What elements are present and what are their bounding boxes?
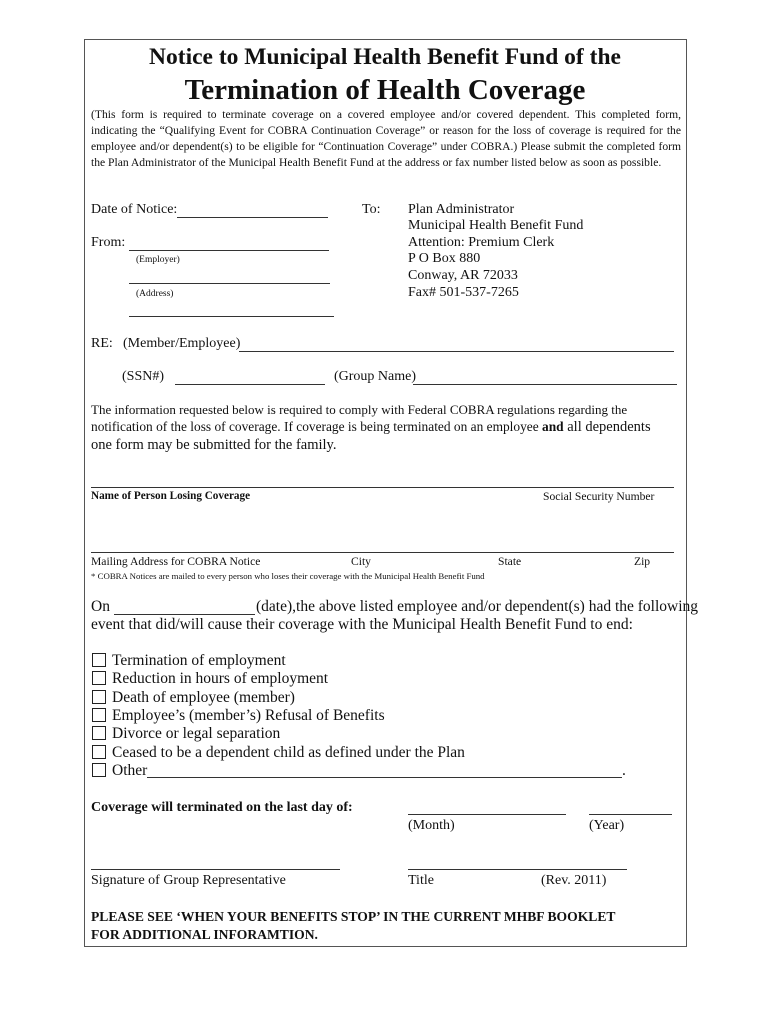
signature-field[interactable]: [91, 869, 340, 870]
form-title-line2: Termination of Health Coverage: [184, 74, 586, 106]
refusal-option-label: Employee’s (member’s) Refusal of Benefits: [112, 707, 385, 724]
death-checkbox[interactable]: [92, 690, 106, 704]
info-line-3: one form may be submitted for the family.: [91, 437, 337, 453]
revision-label: (Rev. 2011): [541, 873, 607, 888]
other-reason-field[interactable]: [147, 777, 622, 778]
group-name-field[interactable]: [413, 384, 677, 385]
title-label: Title: [408, 873, 434, 888]
footer-line-2: FOR ADDITIONAL INFORAMTION.: [91, 927, 318, 942]
to-line-po-box: P O Box 880: [408, 251, 481, 266]
mailing-address-field[interactable]: [91, 552, 674, 553]
event-date-field[interactable]: [114, 614, 255, 615]
cobra-notice-note: * COBRA Notices are mailed to every person who loses their coverage with the Municipal Health Benefit Fund: [91, 571, 485, 581]
event-text-1: (date),the above listed employee and/or dependent(s) had the following: [256, 598, 699, 615]
to-line-fund: Municipal Health Benefit Fund: [408, 218, 584, 233]
on-label: On: [91, 598, 110, 615]
info-line-2: notification of the loss of coverage. If coverage is being terminated on an employee and all dependents: [91, 419, 651, 435]
address-caption: (Address): [136, 289, 174, 299]
ssn-label: (SSN#): [122, 369, 165, 384]
ssn-field[interactable]: [175, 384, 325, 385]
month-field[interactable]: [408, 814, 566, 815]
dependent-child-checkbox[interactable]: [92, 745, 106, 759]
reduction-hours-checkbox[interactable]: [92, 671, 106, 685]
person-ssn-label: Social Security Number: [543, 490, 655, 503]
divorce-checkbox[interactable]: [92, 726, 106, 740]
member-employee-label: (Member/Employee): [123, 336, 241, 351]
group-name-label: (Group Name): [334, 369, 417, 384]
form-title-line1: Notice to Municipal Health Benefit Fund of the: [149, 44, 621, 70]
termination-option-label: Termination of employment: [112, 652, 286, 669]
member-employee-field[interactable]: [239, 351, 674, 352]
death-option-label: Death of employee (member): [112, 689, 295, 706]
date-of-notice-field[interactable]: [177, 217, 328, 218]
info-line-1: The information requested below is required to comply with Federal COBRA regulations regarding the: [91, 402, 628, 417]
person-name-field[interactable]: [91, 487, 674, 488]
re-label: RE:: [91, 336, 113, 351]
other-option-label: Other: [112, 762, 148, 779]
mailing-address-label: Mailing Address for COBRA Notice: [91, 555, 261, 568]
reduction-hours-option-label: Reduction in hours of employment: [112, 670, 329, 687]
city-label: City: [351, 555, 371, 568]
employer-caption: (Employer): [136, 255, 180, 265]
zip-label: Zip: [634, 555, 651, 568]
dependent-child-option-label: Ceased to be a dependent child as defined under the Plan: [112, 744, 465, 761]
year-label: (Year): [589, 818, 625, 833]
from-label: From:: [91, 235, 126, 250]
employer-field[interactable]: [129, 250, 329, 251]
footer-line-1: PLEASE SEE ‘WHEN YOUR BENEFITS STOP’ IN THE CURRENT MHBF BOOKLET: [91, 909, 616, 924]
intro-paragraph: (This form is required to terminate coverage on a covered employee and/or covered dependent. This completed form, indicating the “Qualifying Event for COBRA Continuation Coverage” or reason for the loss of coverage is required for the employee and/or dependent(s) to be eligible for “Continuation Coverage” under COBRA.) Please submit the completed form the Plan Administrator of the Municipal Health Benefit Fund at the address or fax number listed below as soon as possible.: [91, 108, 681, 169]
other-end-period: .: [622, 762, 626, 779]
to-line-fax: Fax# 501-537-7265: [408, 285, 519, 300]
other-checkbox[interactable]: [92, 763, 106, 777]
address-field-1[interactable]: [129, 283, 330, 284]
termination-checkbox[interactable]: [92, 653, 106, 667]
title-field[interactable]: [408, 869, 627, 870]
state-label: State: [498, 555, 522, 568]
to-label: To:: [362, 202, 381, 217]
coverage-terminated-label: Coverage will terminated on the last day of:: [91, 800, 353, 815]
month-label: (Month): [408, 818, 455, 833]
to-line-plan-administrator: Plan Administrator: [408, 202, 515, 217]
to-line-attention: Attention: Premium Clerk: [408, 235, 555, 250]
refusal-checkbox[interactable]: [92, 708, 106, 722]
address-field-2[interactable]: [129, 316, 334, 317]
to-line-city: Conway, AR 72033: [408, 268, 518, 283]
signature-label: Signature of Group Representative: [91, 873, 286, 888]
divorce-option-label: Divorce or legal separation: [112, 725, 281, 742]
date-of-notice-label: Date of Notice:: [91, 202, 178, 217]
year-field[interactable]: [589, 814, 672, 815]
person-name-label: Name of Person Losing Coverage: [91, 490, 251, 502]
event-text-2: event that did/will cause their coverage with the Municipal Health Benefit Fund to end:: [91, 616, 633, 633]
